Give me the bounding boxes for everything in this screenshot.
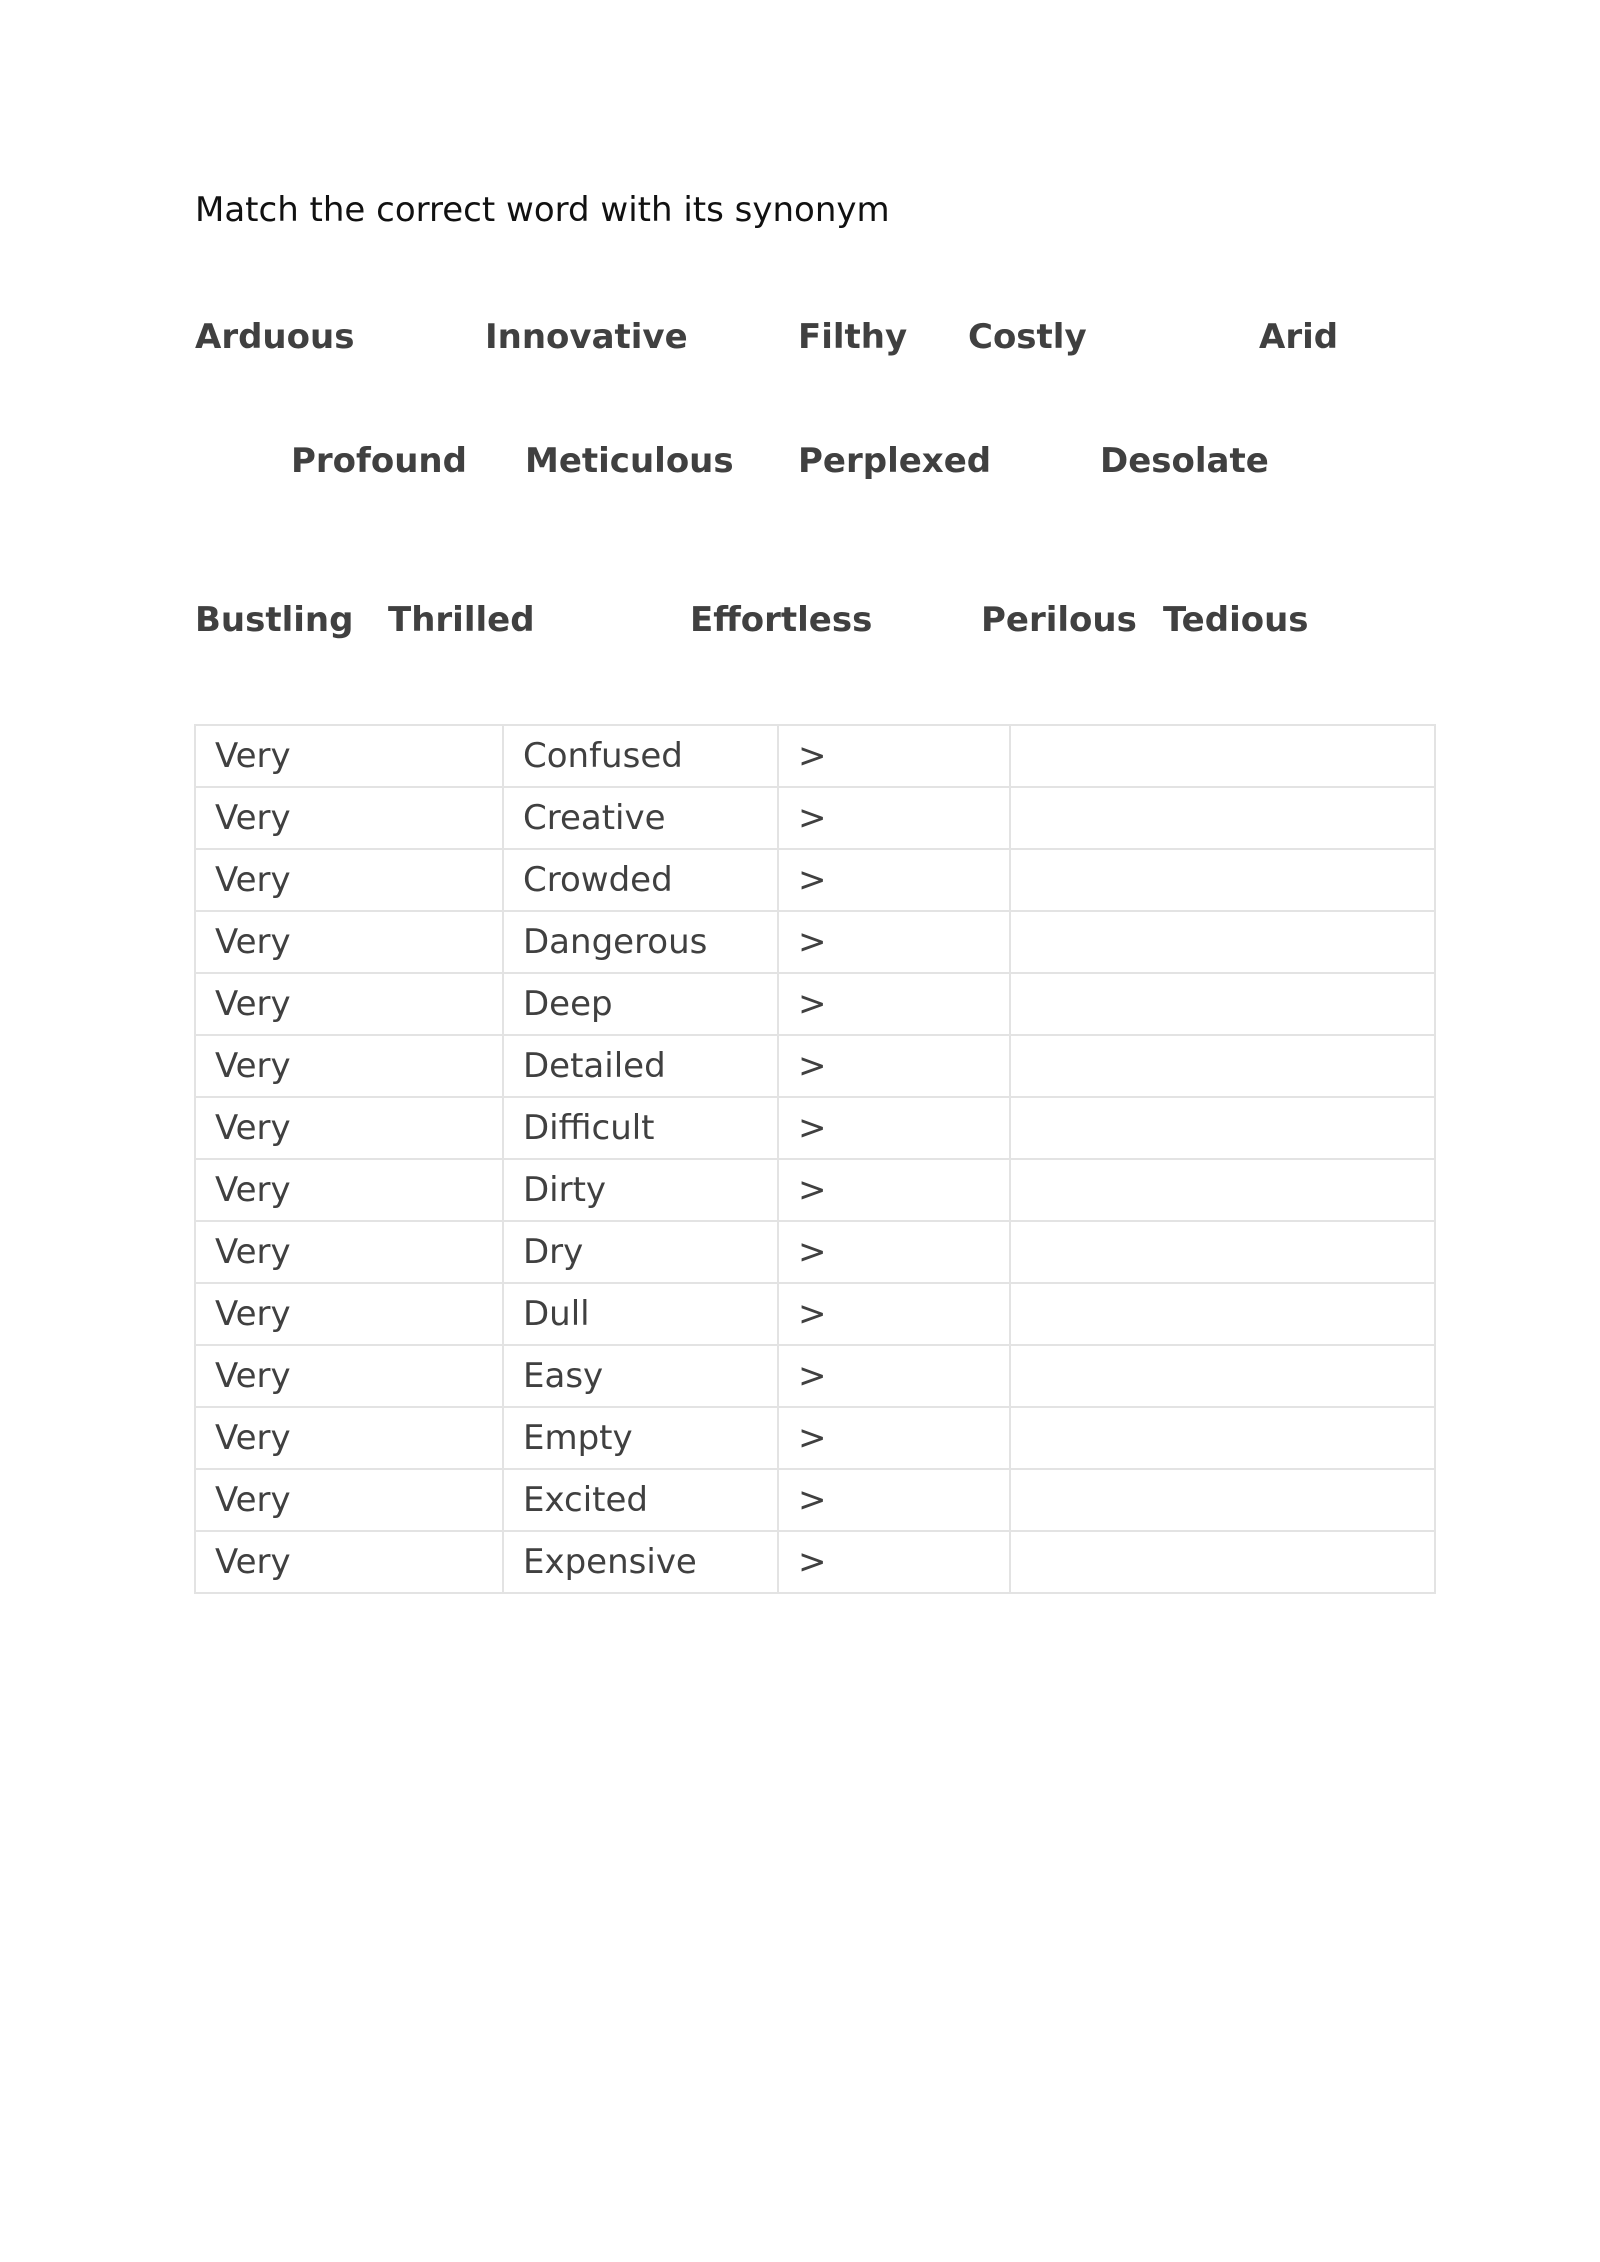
arrow-cell: > <box>778 1035 1010 1097</box>
arrow-cell: > <box>778 849 1010 911</box>
table-row <box>195 1283 1435 1345</box>
prefix-cell: Very <box>195 1345 503 1407</box>
word-bank-item: Perplexed <box>798 441 992 481</box>
answer-cell[interactable] <box>1010 1283 1435 1345</box>
table-row <box>195 1531 1435 1593</box>
arrow-cell: > <box>778 1345 1010 1407</box>
word-cell: Deep <box>503 973 778 1035</box>
answer-cell[interactable] <box>1010 1407 1435 1469</box>
word-bank-item: Thrilled <box>388 600 535 640</box>
word-cell: Excited <box>503 1469 778 1531</box>
word-bank-item: Desolate <box>1100 441 1269 481</box>
word-cell: Expensive <box>503 1531 778 1593</box>
answer-cell[interactable] <box>1010 1469 1435 1531</box>
word-bank-item: Profound <box>291 441 467 481</box>
word-bank-item: Perilous <box>981 600 1137 640</box>
instruction-text: Match the correct word with its synonym <box>195 190 890 230</box>
arrow-cell: > <box>778 1097 1010 1159</box>
word-cell: Empty <box>503 1407 778 1469</box>
word-bank-item: Tedious <box>1163 600 1309 640</box>
word-cell: Dirty <box>503 1159 778 1221</box>
word-bank-item: Arduous <box>195 317 355 357</box>
answer-cell[interactable] <box>1010 1097 1435 1159</box>
synonym-table <box>194 724 1436 1594</box>
arrow-cell: > <box>778 1221 1010 1283</box>
arrow-cell: > <box>778 911 1010 973</box>
answer-cell[interactable] <box>1010 1035 1435 1097</box>
word-cell: Crowded <box>503 849 778 911</box>
prefix-cell: Very <box>195 1283 503 1345</box>
word-bank-item: Meticulous <box>525 441 734 481</box>
answer-cell[interactable] <box>1010 1159 1435 1221</box>
answer-cell[interactable] <box>1010 1221 1435 1283</box>
word-bank-item: Costly <box>968 317 1087 357</box>
table-row <box>195 911 1435 973</box>
table-row <box>195 725 1435 787</box>
arrow-cell: > <box>778 1407 1010 1469</box>
synonym-table-body <box>195 725 1435 1593</box>
arrow-cell: > <box>778 1531 1010 1593</box>
prefix-cell: Very <box>195 1097 503 1159</box>
table-row <box>195 1345 1435 1407</box>
prefix-cell: Very <box>195 849 503 911</box>
prefix-cell: Very <box>195 911 503 973</box>
arrow-cell: > <box>778 973 1010 1035</box>
word-cell: Dry <box>503 1221 778 1283</box>
table-row <box>195 787 1435 849</box>
table-row <box>195 1407 1435 1469</box>
answer-cell[interactable] <box>1010 911 1435 973</box>
word-bank-item: Innovative <box>485 317 688 357</box>
prefix-cell: Very <box>195 1221 503 1283</box>
word-cell: Easy <box>503 1345 778 1407</box>
word-cell: Creative <box>503 787 778 849</box>
prefix-cell: Very <box>195 1159 503 1221</box>
word-bank-item: Effortless <box>690 600 873 640</box>
table-row <box>195 1469 1435 1531</box>
word-bank-item: Bustling <box>195 600 354 640</box>
prefix-cell: Very <box>195 787 503 849</box>
arrow-cell: > <box>778 787 1010 849</box>
prefix-cell: Very <box>195 1035 503 1097</box>
table-row <box>195 849 1435 911</box>
arrow-cell: > <box>778 725 1010 787</box>
answer-cell[interactable] <box>1010 725 1435 787</box>
table-row <box>195 1221 1435 1283</box>
answer-cell[interactable] <box>1010 1345 1435 1407</box>
table-row <box>195 1097 1435 1159</box>
table-row <box>195 1159 1435 1221</box>
word-cell: Confused <box>503 725 778 787</box>
arrow-cell: > <box>778 1469 1010 1531</box>
answer-cell[interactable] <box>1010 973 1435 1035</box>
prefix-cell: Very <box>195 725 503 787</box>
word-cell: Detailed <box>503 1035 778 1097</box>
word-cell: Difficult <box>503 1097 778 1159</box>
arrow-cell: > <box>778 1283 1010 1345</box>
word-bank-item: Filthy <box>798 317 908 357</box>
word-bank-item: Arid <box>1259 317 1339 357</box>
arrow-cell: > <box>778 1159 1010 1221</box>
prefix-cell: Very <box>195 1407 503 1469</box>
word-cell: Dull <box>503 1283 778 1345</box>
answer-cell[interactable] <box>1010 1531 1435 1593</box>
answer-cell[interactable] <box>1010 787 1435 849</box>
prefix-cell: Very <box>195 1469 503 1531</box>
answer-cell[interactable] <box>1010 849 1435 911</box>
prefix-cell: Very <box>195 973 503 1035</box>
table-row <box>195 1035 1435 1097</box>
table-row <box>195 973 1435 1035</box>
prefix-cell: Very <box>195 1531 503 1593</box>
word-cell: Dangerous <box>503 911 778 973</box>
